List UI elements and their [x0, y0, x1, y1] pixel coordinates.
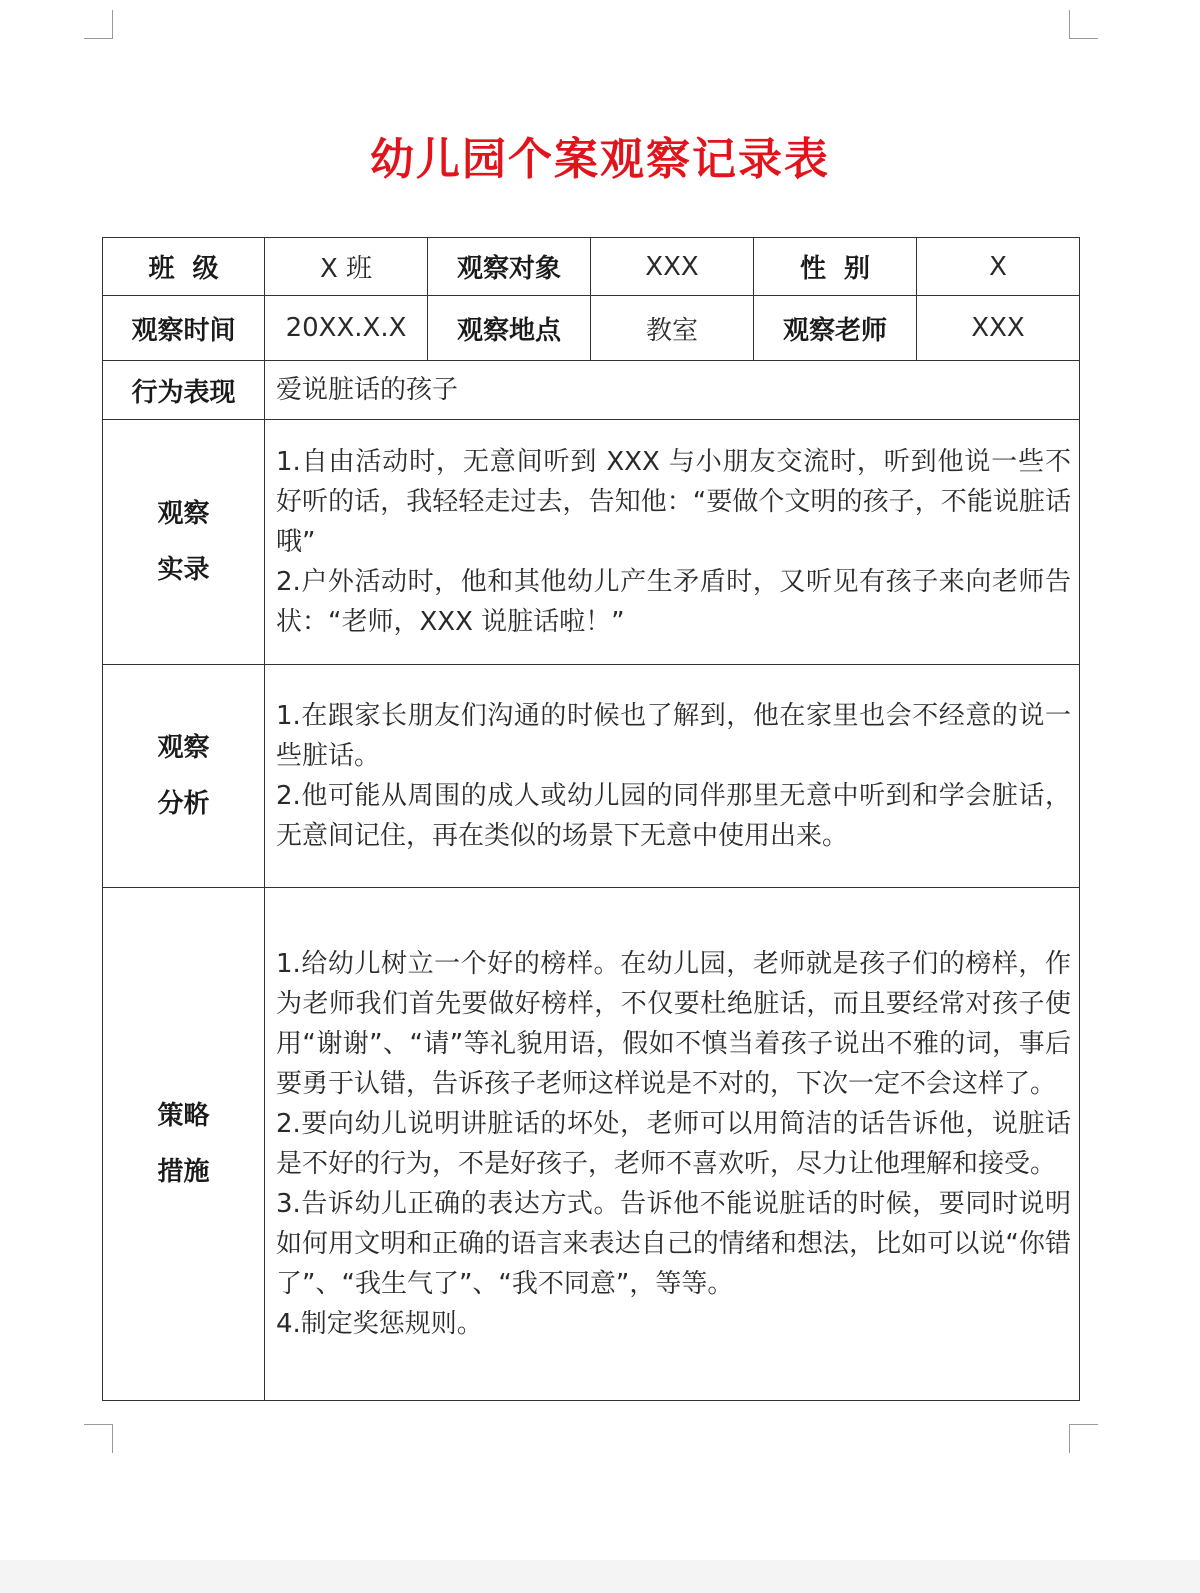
strategy-label-line2: 措施 — [157, 1157, 210, 1187]
class-label: 班 级 — [103, 238, 265, 296]
table-row-behavior — [103, 361, 1080, 420]
teacher-label: 观察老师 — [754, 296, 917, 361]
subject-label: 观察对象 — [428, 238, 591, 296]
record-label-line1: 观察 — [157, 499, 210, 529]
teacher-value[interactable]: XXX — [917, 296, 1080, 361]
gender-label: 性 别 — [754, 238, 917, 296]
observation-record-table — [102, 237, 1080, 1401]
analysis-item-1: 1.在跟家长朋友们沟通的时候也了解到，他在家里也会不经意的说一些脏话。 — [276, 701, 1071, 771]
strategy-label-line1: 策略 — [157, 1101, 210, 1131]
time-label: 观察时间 — [103, 296, 265, 361]
crop-mark-bottom-right — [1069, 1424, 1098, 1453]
place-label: 观察地点 — [428, 296, 591, 361]
analysis-label-line1: 观察 — [157, 733, 210, 763]
crop-mark-top-left — [84, 10, 113, 39]
strategy-item-1: 1.给幼儿树立一个好的榜样。在幼儿园，老师就是孩子们的榜样，作为老师我们首先要做好榜样，不仅要杜绝脏话，而且要经常对孩子使用“谢谢”、“请”等礼貌用语，假如不慎当着孩子说出不雅的词，事后要勇于认错，告诉孩子老师这样说是不对的，下次一定不会这样了。 — [276, 949, 1071, 1099]
table-row-basic-info — [103, 238, 1080, 296]
page-bottom-strip — [0, 1560, 1200, 1593]
strategy-label — [103, 888, 265, 1401]
time-value[interactable]: 20XX.X.X — [265, 296, 428, 361]
strategy-item-3: 3.告诉幼儿正确的表达方式。告诉他不能说脏话的时候，要同时说明如何用文明和正确的语言来表达自己的情绪和想法，比如可以说“你错了”、“我生气了”、“我不同意”，等等。 — [276, 1189, 1071, 1299]
table-row-record — [103, 420, 1080, 665]
gender-value[interactable]: X — [917, 238, 1080, 296]
record-item-1: 1.自由活动时，无意间听到 XXX 与小朋友交流时，听到他说一些不好听的话，我轻轻走过去，告知他：“要做个文明的孩子，不能说脏话哦” — [276, 447, 1071, 557]
record-label-line2: 实录 — [157, 555, 210, 585]
record-item-2: 2.户外活动时，他和其他幼儿产生矛盾时，又听见有孩子来向老师告状：“老师，XXX 说脏话啦！” — [276, 567, 1071, 637]
analysis-label — [103, 665, 265, 888]
subject-value[interactable]: XXX — [591, 238, 754, 296]
table-row-analysis — [103, 665, 1080, 888]
table-row-strategy — [103, 888, 1080, 1401]
analysis-content[interactable] — [265, 665, 1080, 888]
strategy-item-4: 4.制定奖惩规则。 — [276, 1309, 483, 1339]
analysis-label-line2: 分析 — [157, 789, 210, 819]
behavior-label: 行为表现 — [103, 361, 265, 420]
table-row-observation-info — [103, 296, 1080, 361]
class-value[interactable]: X 班 — [265, 238, 428, 296]
analysis-item-2: 2.他可能从周围的成人或幼儿园的同伴那里无意中听到和学会脏话，无意间记住，再在类似的场景下无意中使用出来。 — [276, 781, 1071, 851]
behavior-value[interactable]: 爱说脏话的孩子 — [265, 361, 1080, 420]
place-value[interactable]: 教室 — [591, 296, 754, 361]
document-title: 幼儿园个案观察记录表 — [370, 134, 830, 185]
record-label — [103, 420, 265, 665]
crop-mark-top-right — [1069, 10, 1098, 39]
record-content[interactable] — [265, 420, 1080, 665]
strategy-item-2: 2.要向幼儿说明讲脏话的坏处，老师可以用简洁的话告诉他，说脏话是不好的行为，不是好孩子，老师不喜欢听，尽力让他理解和接受。 — [276, 1109, 1071, 1179]
strategy-content[interactable] — [265, 888, 1080, 1401]
crop-mark-bottom-left — [84, 1424, 113, 1453]
